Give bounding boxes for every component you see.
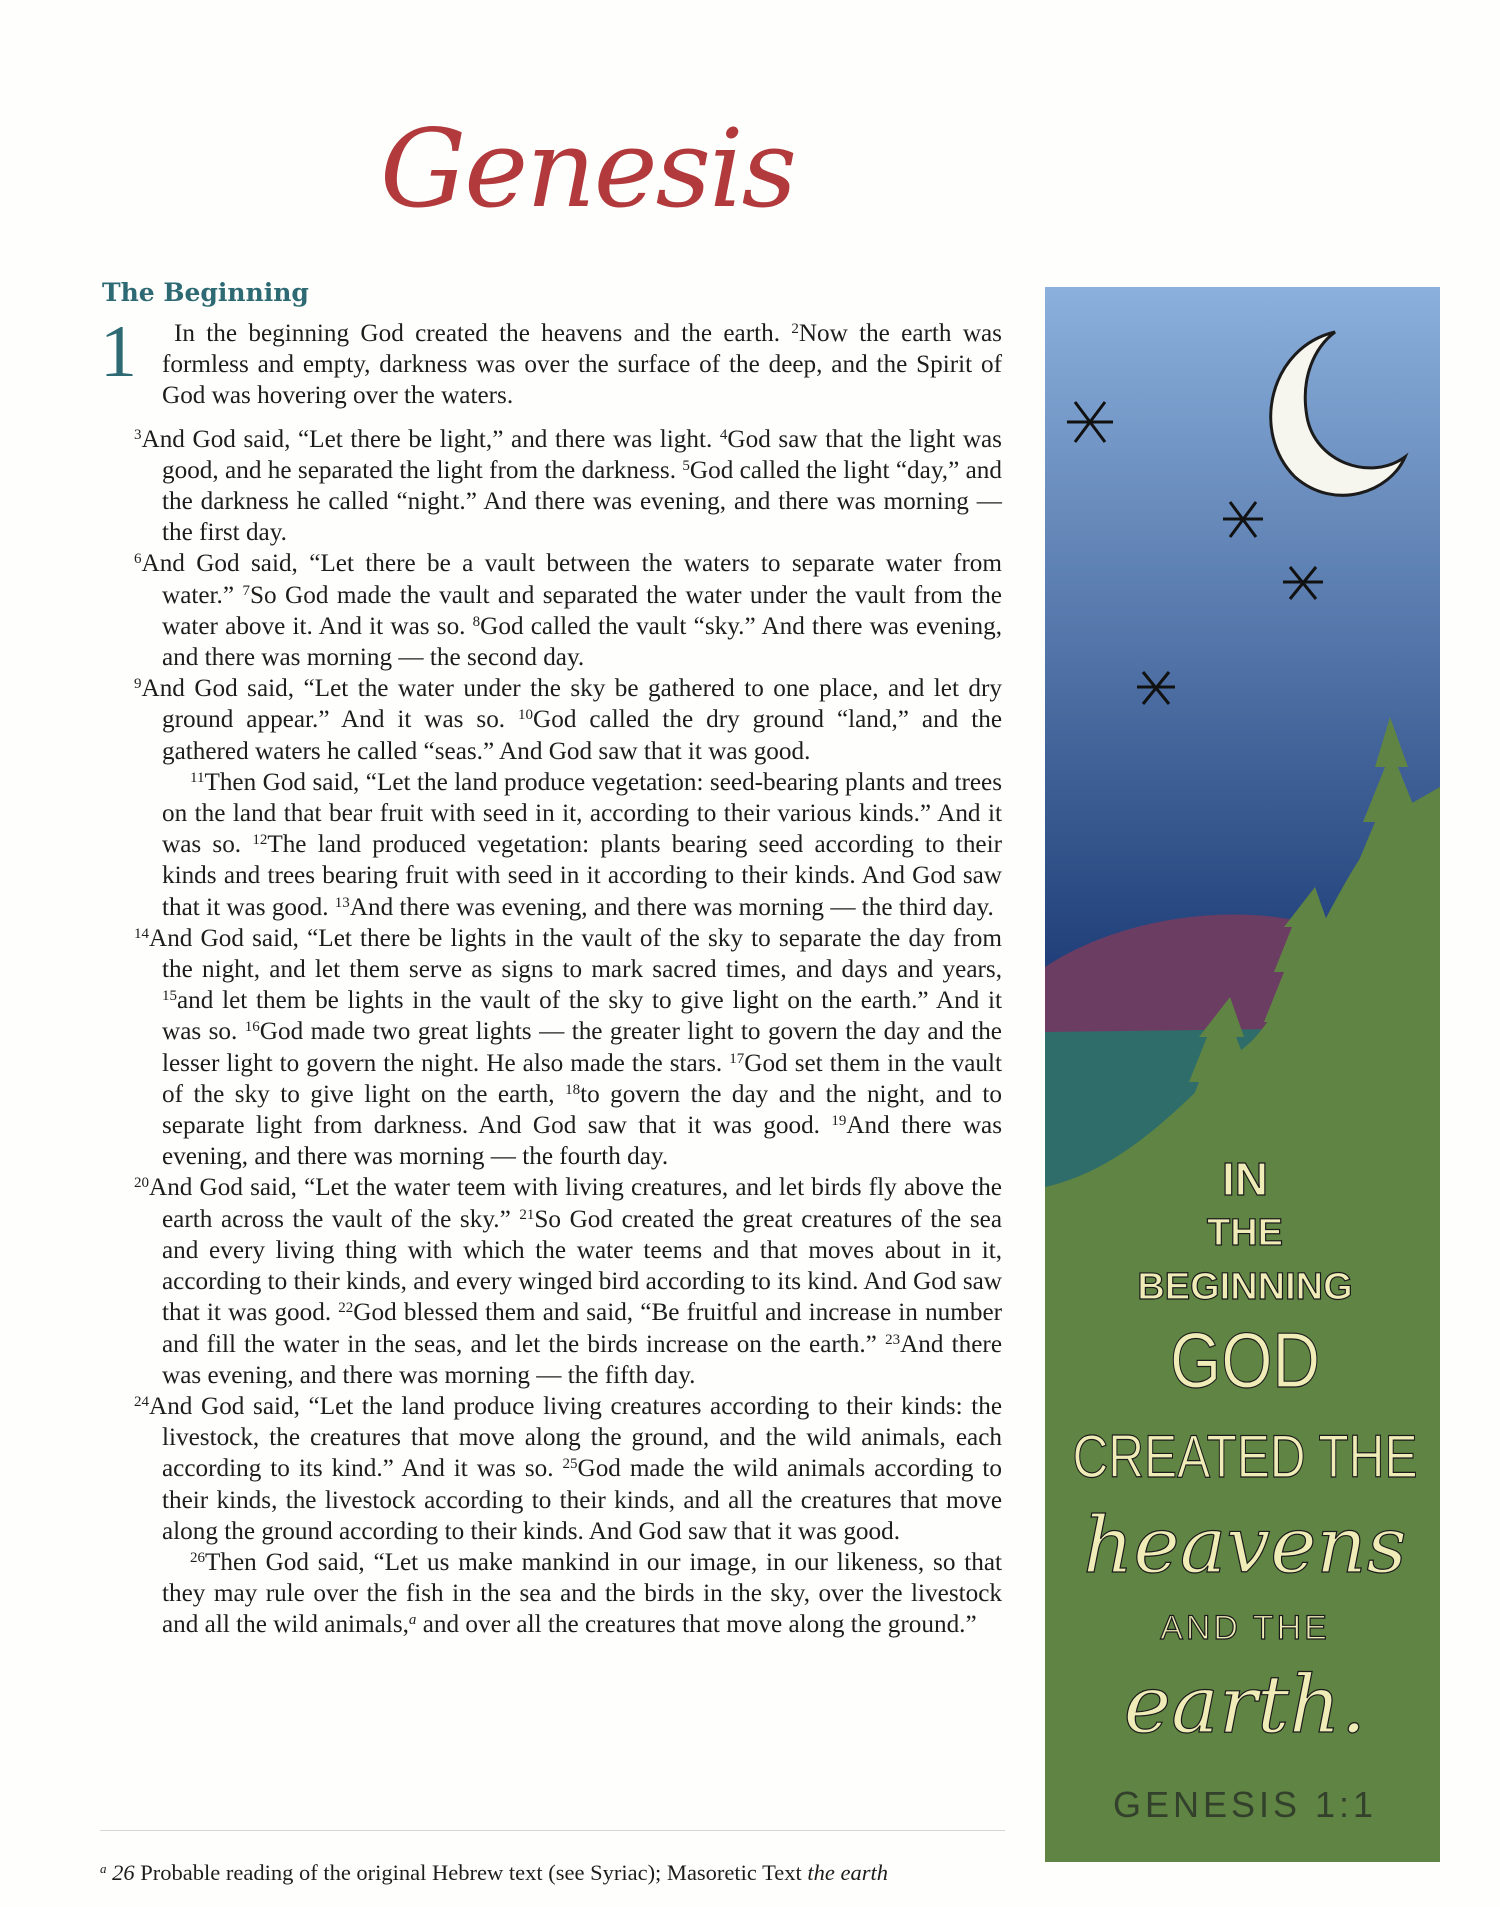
verse-number: 4 [719,426,728,443]
verse-text: God saw that the light was good, and he separated the light from the darkness. [162,425,1002,484]
verse-text: So God made the vault and separated the water under the vault from the water above it. And it was so. [162,581,1002,640]
verse-text: God set them in the vault of the sky to give light on the earth, [162,1049,1002,1108]
panel-text-line: AND THE [1160,1609,1330,1647]
verse-text: And there was evening, and there was morning — the fifth day. [162,1330,1002,1389]
verse-number: 18 [565,1081,581,1098]
verse-number: 13 [334,894,350,911]
chapter-number: 1 [100,311,137,393]
footnote-reference: a [408,1612,417,1629]
paragraph [134,923,1003,1173]
footnote-divider [100,1830,1005,1831]
verse-number: 25 [562,1456,578,1473]
footnote-marker: a [100,1861,107,1876]
illustration-panel [1045,287,1440,1862]
verse-number: 26 [190,1549,205,1566]
verse-number: 19 [831,1113,847,1130]
paragraph [134,1172,1003,1390]
verse-number: 8 [472,613,481,630]
verse-number: 9 [134,676,142,693]
panel-text-line: heavens [1083,1501,1407,1591]
panel-text-line: GOD [1170,1316,1320,1404]
paragraph [134,673,1002,767]
verse-text: to govern the day and the night, and to separate light from darkness. And God saw that it was good. [162,1080,1003,1140]
scripture-text [134,318,1003,1641]
verse-text: And God said, “Let the water teem with living creatures, and let birds fly above the earth across the vault of the sky.” [149,1174,1002,1233]
panel-reference: GENESIS 1:1 [1112,1784,1378,1825]
verse-number: 16 [244,1019,260,1036]
verse-text: And God said, “Let there be light,” and there was light. [141,425,720,453]
verse-number: 10 [518,707,534,724]
verse-text: God blessed them and said, “Be fruitful and increase in number and fill the water in the seas, and let the birds increase on the earth.” [162,1299,1003,1358]
paragraph [162,1547,1002,1641]
verse-number: 7 [242,582,250,599]
footnote-italic: the earth [807,1860,889,1885]
verse-text: And there was evening, and there was morning — the fourth day. [162,1112,1002,1171]
panel-text-line: CREATED THE [1072,1423,1418,1490]
paragraph [134,1391,1002,1547]
verse-text: and over all the creatures that move along the ground.” [416,1611,977,1639]
panel-text-line: THE [1207,1212,1283,1254]
paragraph [162,318,1002,412]
paragraph [134,548,1003,673]
verse-text: God called the dry ground “land,” and the gathered waters he called “seas.” And God saw that it was good. [162,706,1002,765]
panel-text-line: IN [1222,1153,1268,1205]
verse-text: God called the light “day,” and the darkness he called “night.” And there was evening, and there was morning — the first day. [162,456,1002,547]
footnote-ref: 26 [112,1860,135,1885]
book-title: Genesis [380,107,796,232]
verse-text: And God said, “Let the land produce living creatures according to their kinds: the livestock, the creatures that move along the ground, and the wild animals, each according to its kind.” And it was so. [149,1392,1002,1483]
verse-text: Then God said, “Let us make mankind in our image, in our likeness, so that they may rule over the fish in the sea and the birds in the sky, over the livestock and all the wild animals, [162,1548,1002,1639]
verse-text: and let them be lights in the vault of the sky to give light on the earth.” And it was so. [162,987,1002,1046]
verse-number: 12 [252,832,268,849]
verse-text: The land produced vegetation: plants bearing seed according to their kinds and trees bearing fruit with seed in it according to their kinds. And God saw that it was good. [162,831,1002,921]
paragraph [134,424,1002,549]
verse-text: In the beginning God created the heavens and the earth. [174,320,792,347]
verse-number: 21 [519,1206,535,1223]
verse-text: God made the wild animals according to their kinds, the livestock according to their kinds, and all the creatures that move along the ground according to their kinds. And God saw that it was good. [162,1455,1002,1545]
verse-number: 15 [162,988,177,1005]
paragraph [162,767,1002,923]
verse-number: 22 [338,1300,354,1317]
verse-number: 6 [134,551,142,568]
panel-text-line: earth. [1123,1658,1367,1751]
verse-text: And God said, “Let there be lights in the vault of the sky to separate the day from the night, and let them serve as signs to mark sacred times, and days and years, [149,924,1002,984]
footnote-text: Probable reading of the original Hebrew text (see Syriac); Masoretic Text [140,1860,802,1885]
verse-number: 20 [134,1175,149,1192]
verse-text: And God said, “Let there be a vault between the waters to separate water from water.” [141,550,1002,609]
verse-text: Then God said, “Let the land produce vegetation: seed-bearing plants and trees on the land that bear fruit with seed in it, according to their various kinds.” And it was so. [162,768,1002,859]
verse-number: 23 [885,1331,901,1348]
verse-text: Now the earth was formless and empty, darkness was over the surface of the deep, and the Spirit of God was hovering over the waters. [162,320,1002,410]
panel-text-line: BEGINNING [1137,1266,1353,1308]
verse-text: So God created the great creatures of the sea and every living thing with which the water teems and that moves about in it, according to their kinds, and every winged bird according to its kind. And God saw that it was good. [162,1205,1002,1327]
verse-number: 11 [190,769,205,786]
verse-number: 5 [682,457,690,474]
verse-number: 3 [134,426,142,443]
verse-number: 24 [134,1393,149,1410]
verse-text: And there was evening, and there was morning — the third day. [349,893,994,921]
footnote [100,1860,1010,1886]
verse-number: 14 [134,925,149,942]
section-heading: The Beginning [102,278,309,307]
verse-text: God made two great lights — the greater light to govern the day and the lesser light to govern the night. He also made the stars. [162,1018,1002,1077]
verse-text: And God said, “Let the water under the sky be gathered to one place, and let dry ground appear.” And it was so. [141,675,1002,734]
verse-text: God called the vault “sky.” And there was evening, and there was morning — the second day. [162,612,1003,672]
verse-number: 17 [729,1050,745,1067]
verse-number: 2 [791,321,799,337]
